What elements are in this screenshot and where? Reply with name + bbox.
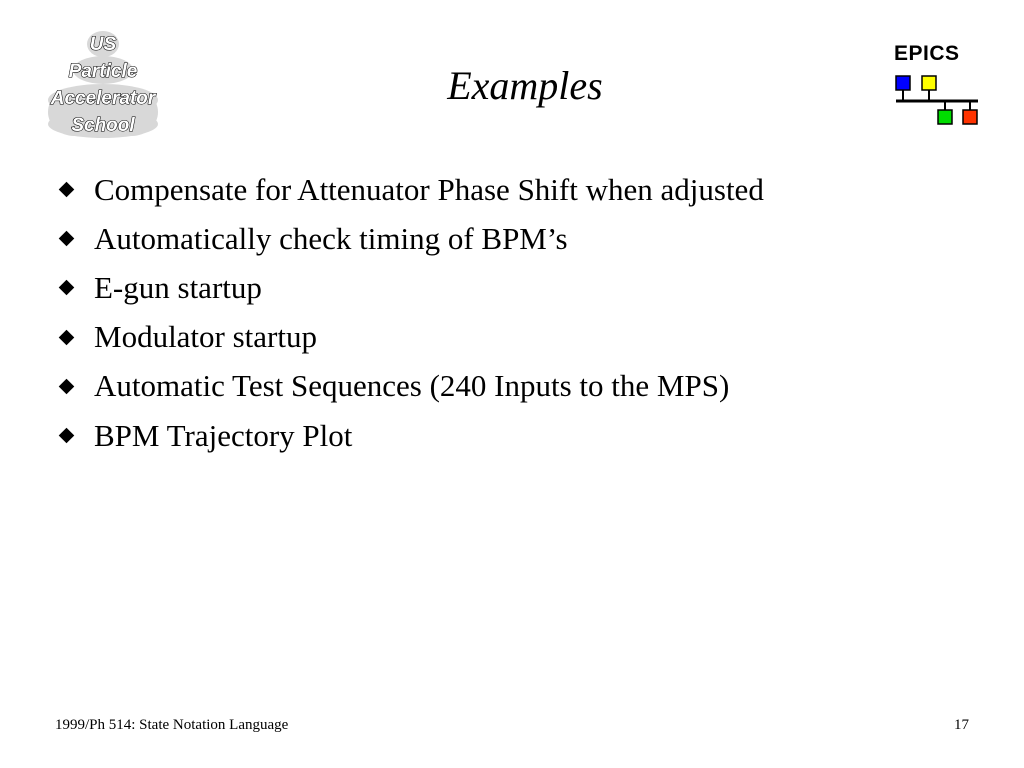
bullet-text: BPM Trajectory Plot: [94, 417, 353, 453]
slide-title: Examples: [447, 63, 603, 108]
bullet-text: Compensate for Attenuator Phase Shift when adjusted: [94, 171, 764, 207]
diamond-bullet-icon: [56, 430, 94, 441]
bullet-text: E-gun startup: [94, 269, 262, 305]
epics-red-square: [963, 110, 977, 124]
bullet-item: [56, 411, 764, 460]
bullet-item: [56, 165, 764, 214]
bullet-text: Automatic Test Sequences (240 Inputs to the MPS): [94, 368, 730, 404]
bullet-text: Automatically check timing of BPM’s: [94, 220, 568, 256]
epics-logo-label: EPICS: [894, 42, 960, 65]
uspas-logo-line-accelerator: Accelerator: [50, 88, 156, 109]
epics-green-square: [938, 110, 952, 124]
uspas-logo-line-particle: Particle: [68, 61, 138, 82]
uspas-logo-line-us: US: [89, 34, 117, 55]
bullet-item: [56, 362, 764, 411]
bullet-list: [56, 165, 764, 460]
diamond-bullet-icon: [56, 332, 94, 343]
diamond-bullet-icon: [56, 381, 94, 392]
bullet-text: Modulator startup: [94, 319, 317, 355]
page-number: 17: [954, 717, 969, 733]
uspas-logo-line-school: School: [71, 115, 135, 136]
bullet-item: [56, 263, 764, 312]
bullet-item: [56, 313, 764, 362]
bullet-item: [56, 214, 764, 263]
diamond-bullet-icon: [56, 184, 94, 195]
diamond-bullet-icon: [56, 282, 94, 293]
diamond-bullet-icon: [56, 233, 94, 244]
footer-course-label: 1999/Ph 514: State Notation Language: [55, 717, 289, 733]
